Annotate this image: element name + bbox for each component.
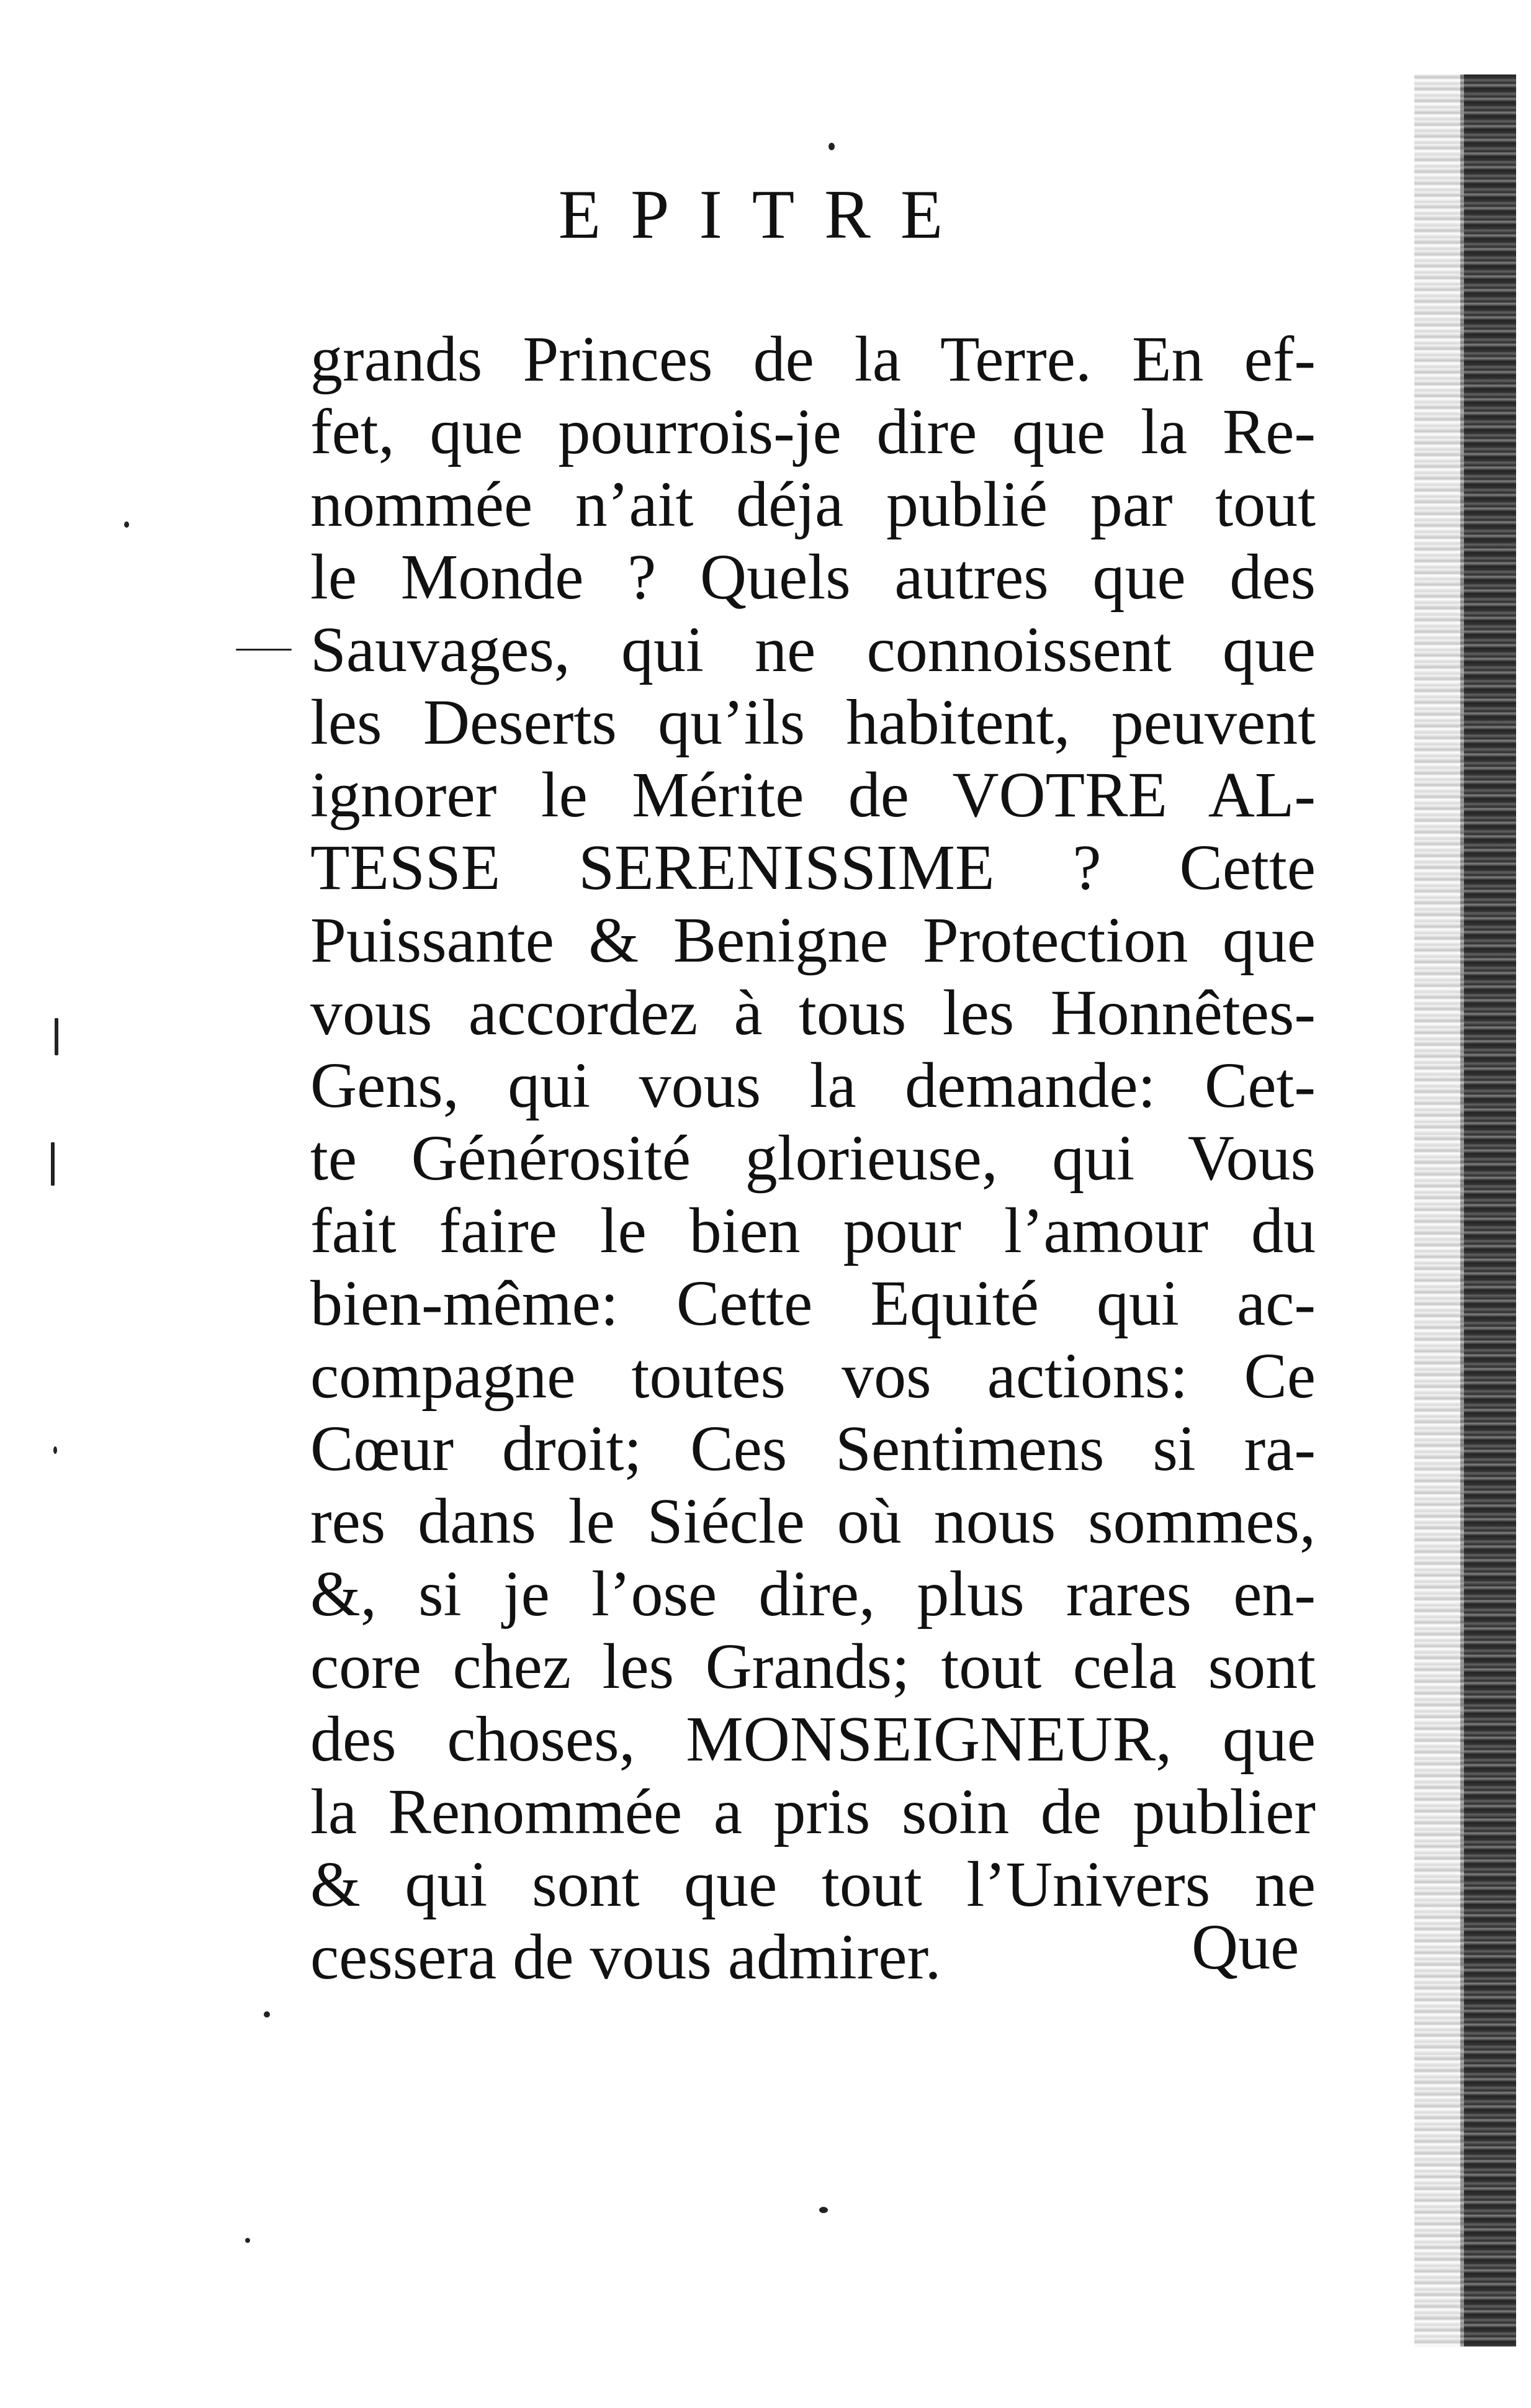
scan-speck: [819, 2207, 828, 2213]
scan-speck: [124, 521, 129, 528]
scan-speck: [245, 2238, 250, 2243]
text-line: ignorer le Mérite de VOTRE AL-: [310, 759, 1316, 831]
text-line: res dans le Siécle où nous sommes,: [310, 1486, 1316, 1557]
running-title: EPITRE: [558, 176, 973, 253]
scan-speck: [55, 1018, 58, 1055]
text-line: fet, que pourrois-je dire que la Re-: [310, 396, 1316, 467]
text-line: te Générosité glorieuse, qui Vous: [310, 1122, 1316, 1194]
text-line: grands Princes de la Terre. En ef-: [310, 323, 1316, 395]
scan-speck: [828, 143, 835, 150]
scan-speck: [236, 649, 292, 651]
text-line: & qui sont que tout l’Univers ne: [310, 1849, 1316, 1920]
text-line: les Deserts qu’ils habitent, peuvent: [310, 687, 1316, 758]
scanned-gutter-edge: [1414, 74, 1464, 2347]
catchword: Que: [1192, 1911, 1300, 1983]
scan-speck: [264, 2011, 270, 2018]
epistle-text: [310, 323, 1316, 1993]
text-line: TESSE SERENISSIME ? Cette: [310, 832, 1316, 903]
text-line: des choses, MONSEIGNEUR, que: [310, 1703, 1316, 1775]
text-line: bien-même: Cette Equité qui ac-: [310, 1268, 1316, 1339]
text-line: la Renommée a pris soin de publier: [310, 1776, 1316, 1847]
text-line: &, si je l’ose dire, plus rares en-: [310, 1558, 1316, 1630]
text-line: compagne toutes vos actions: Ce: [310, 1340, 1316, 1412]
scan-speck: [53, 1446, 57, 1454]
text-line: vous accordez à tous les Honnêtes-: [310, 977, 1316, 1048]
text-line: Cœur droit; Ces Sentimens si ra-: [310, 1413, 1316, 1484]
text-line: le Monde ? Quels autres que des: [310, 541, 1316, 613]
text-line: fait faire le bien pour l’amour du: [310, 1195, 1316, 1266]
scanned-gutter-shadow: [1460, 74, 1516, 2347]
text-line: cessera de vous admirer.: [310, 1921, 941, 1993]
text-line: Gens, qui vous la demande: Cet-: [310, 1050, 1316, 1121]
text-line: core chez les Grands; tout cela sont: [310, 1631, 1316, 1702]
scan-speck: [51, 1142, 55, 1186]
text-line: nommée n’ait déja publié par tout: [310, 469, 1316, 540]
text-line: Puissante & Benigne Protection que: [310, 904, 1316, 976]
text-line: Sauvages, qui ne connoissent que: [310, 614, 1316, 685]
